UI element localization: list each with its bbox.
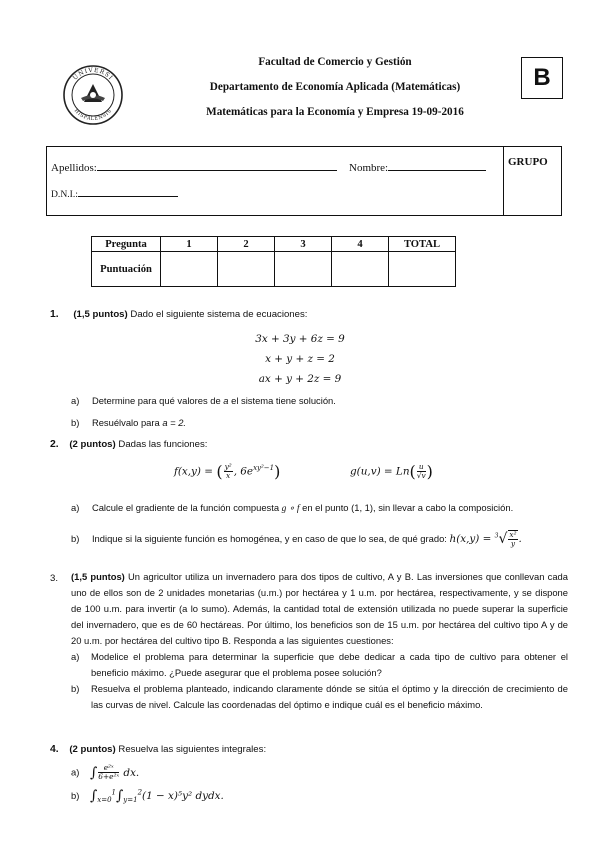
q4-b-upper-1: 1 <box>111 788 116 797</box>
q1-a-text-2: el sistema tiene solución. <box>228 395 336 406</box>
score-table <box>91 236 456 287</box>
faculty-title: Facultad de Comercio y Gestión <box>258 56 412 68</box>
q1-a-text-1: Determine para qué valores de <box>91 395 224 406</box>
score-col-4: 4 <box>332 237 389 252</box>
q3-intro: Un agricultor utiliza un invernadero para dos tipos de cultivo, A y B. Las inversiones que conllevan cada uno de ellos son de 2 unidades monetarias (u.m.) por hectárea y 1 u.m. por hectárea, respectivamente, y se dispone de 100 u.m. para invertir (a lo sumo). Además, la cantidad total de extensión utilizada no puede superar la superficie del invernadero, que es de 60 hectáreas. Por último, los beneficios son de 15 u.m. por hectárea del cultivo tipo A y de 20 u.m. por hectárea del cultivo tipo B. Responda a las siguientes cuestiones: <box>71 571 568 646</box>
q1-points: (1,5 puntos) <box>73 309 128 320</box>
q3-number: 3. <box>50 573 59 584</box>
q3-part-a <box>71 649 568 681</box>
q3-b-text: Resuelva el problema planteado, indicando claramente dónde se sitúa el óptimo y la dirección de crecimiento de las curvas de nivel. Calcule las coordenadas del óptimo e indique cuál es el beneficio máximo. <box>91 683 568 710</box>
score-table-question-header: Pregunta <box>92 237 161 252</box>
score-table-score-row <box>92 252 456 287</box>
q1-part-b <box>71 417 186 428</box>
q2-a-composition: g ∘ f <box>281 504 300 514</box>
score-table-header-row <box>92 237 456 252</box>
q2-b-text: Indique si la siguiente función es homogénea, y en caso de que lo sea, de qué grado: <box>91 533 450 544</box>
q1-number: 1. <box>50 309 59 320</box>
q3-intro-block <box>71 569 568 649</box>
q2-b-fn: h(x,y) = <box>449 533 495 545</box>
q2-b-root-index: 3 <box>494 532 499 540</box>
q1-a-var: a <box>223 395 229 406</box>
q2-b-end: . <box>518 533 522 545</box>
name-field[interactable] <box>388 161 486 171</box>
q4-part-a <box>71 764 139 781</box>
q1-intro: Dado el siguiente sistema de ecuaciones: <box>127 309 308 320</box>
q2-f-num: y² <box>224 462 232 471</box>
name-row <box>349 161 486 174</box>
q4-heading <box>50 744 266 755</box>
q4-a-integral <box>89 763 140 781</box>
q1-a-label: a) <box>71 395 80 406</box>
q4-b-integral <box>89 788 224 805</box>
q4-points: (2 puntos) <box>69 744 116 755</box>
score-cell-2[interactable] <box>218 252 275 287</box>
q4-b-upper-2: 2 <box>137 788 143 797</box>
seal-bottom-text: HISPALENSIS <box>72 107 114 123</box>
q4-b-lower-2: y=1 <box>123 796 138 805</box>
q1-heading <box>50 309 307 320</box>
q2-f-lhs: f(x,y) = <box>174 465 217 478</box>
q1-equation-1: 3x + 3y + 6z = 9 <box>255 333 345 345</box>
student-identification-box <box>46 146 562 216</box>
score-cell-3[interactable] <box>275 252 332 287</box>
q3-points: (1,5 puntos) <box>71 571 125 582</box>
q2-intro: Dadas las funciones: <box>115 439 208 450</box>
subject-date-title: Matemáticas para la Economía y Empresa 19-09-2016 <box>206 106 464 118</box>
q2-f-fraction <box>224 463 233 480</box>
dni-label: D.N.I.: <box>51 189 78 200</box>
q2-number: 2. <box>50 439 59 450</box>
q2-b-fraction <box>508 530 517 548</box>
q2-f-second: , 6e <box>233 465 254 478</box>
q4-b-lower-1: x=0 <box>97 796 112 805</box>
q1-part-a <box>71 395 336 406</box>
department-title: Departamento de Economía Aplicada (Matemáticas) <box>209 81 461 93</box>
q4-a-num: e²ˣ <box>98 764 119 773</box>
q4-part-b <box>71 788 224 804</box>
q2-a-text-1: Calcule el gradiente de la función compuesta <box>91 502 282 513</box>
q1-equation-2: x + y + z = 2 <box>265 353 335 365</box>
q4-b-integrand: (1 − x)⁵y² dydx. <box>142 790 224 802</box>
q3-a-text: Modelice el problema para determinar la superficie que debe dedicar a cada tipo de cultivo para obtener el beneficio máximo. ¿Puede asegurar que el problema posee solución? <box>91 651 568 678</box>
q2-a-label: a) <box>71 502 80 513</box>
q2-b-den: y <box>510 539 516 548</box>
q2-f-exponent: xy²−1 <box>253 464 275 473</box>
dni-row <box>51 187 178 200</box>
seal-top-text: UNIVERSI <box>71 66 115 82</box>
q2-b-function: h(x,y) = $^3$√ $\frac{\text{x²}}{y}$ . <box>449 530 522 548</box>
q4-a-integral-sign: ∫ <box>89 764 98 781</box>
score-col-1: 1 <box>161 237 218 252</box>
q2-a-text-2: en el punto (1, 1), sin llevar a cabo la composición. <box>299 502 514 513</box>
q1-b-cond: a = 2. <box>162 417 187 428</box>
q4-b-integral-sign-2: ∫ <box>116 788 124 804</box>
q2-g-num: u <box>417 463 426 472</box>
q4-a-label: a) <box>71 766 80 778</box>
q2-b-label: b) <box>71 533 80 544</box>
q4-number: 4. <box>50 744 59 755</box>
surnames-label: Apellidos: <box>51 162 97 174</box>
q2-part-a <box>71 502 513 514</box>
q4-a-den: 6+e²ˣ <box>98 772 120 781</box>
q2-function-g: g(u,v) = Ln( $\frac{u}{√v}$ ) <box>350 462 433 481</box>
group-label: GRUPO <box>508 156 548 168</box>
score-col-total: TOTAL <box>389 237 456 252</box>
q2-f-den: x <box>226 471 231 480</box>
q4-a-fraction <box>98 764 119 781</box>
q3-a-label: a) <box>71 651 80 662</box>
score-col-2: 2 <box>218 237 275 252</box>
surnames-field[interactable] <box>97 161 337 171</box>
q2-g-den: √v <box>416 471 426 480</box>
group-divider <box>503 147 504 215</box>
surnames-row <box>51 161 337 174</box>
q2-heading <box>50 439 207 450</box>
q1-equation-3: ax + y + 2z = 9 <box>258 373 342 385</box>
q2-part-b <box>71 530 522 548</box>
exam-version-box <box>521 57 563 99</box>
q2-g-lhs: g(u,v) = Ln <box>350 465 410 478</box>
exam-version-letter: B <box>533 64 551 91</box>
score-cell-total[interactable] <box>389 252 456 287</box>
university-seal-logo <box>62 64 124 126</box>
dni-field[interactable] <box>78 187 178 197</box>
q4-a-end: dx. <box>123 766 140 779</box>
score-col-3: 3 <box>275 237 332 252</box>
q3-b-label: b) <box>71 683 80 694</box>
score-table-score-header: Puntuación <box>92 252 161 287</box>
q3-part-b <box>71 681 568 713</box>
q2-points: (2 puntos) <box>69 439 116 450</box>
q4-b-label: b) <box>71 790 80 801</box>
score-cell-4[interactable] <box>332 252 389 287</box>
q2-b-num: x² <box>509 530 517 539</box>
q4-b-integral-sign-1: ∫ <box>89 788 98 804</box>
q1-b-label: b) <box>71 417 80 428</box>
score-cell-1[interactable] <box>161 252 218 287</box>
name-label: Nombre: <box>349 162 389 174</box>
q1-b-text: Resuélvalo para <box>91 417 163 428</box>
q2-g-fraction <box>417 463 426 480</box>
q4-intro: Resuelva las siguientes integrales: <box>115 744 267 755</box>
q2-function-f: f(x,y) = ( $\frac{\text{y²}}{x}$ , $6e^{xy^2-1}$) <box>174 462 281 481</box>
